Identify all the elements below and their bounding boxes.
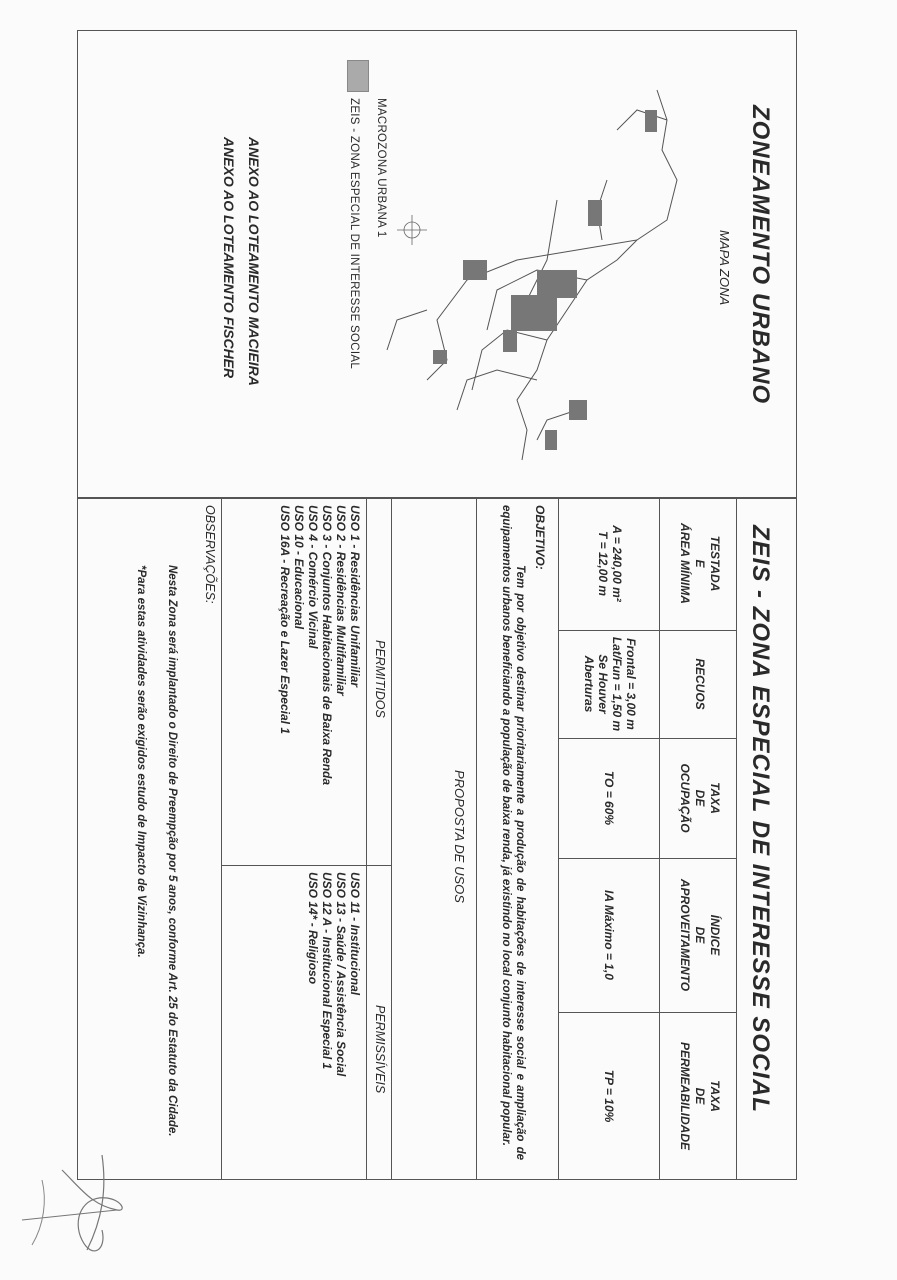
legend-macrozona: MACROZONA URBANA 1 <box>375 98 387 238</box>
observacoes-label: OBSERVAÇÕES: <box>203 505 217 604</box>
col-head-indice <box>677 858 722 1012</box>
observacoes-note: *Para estas atividades serão exigidos estudo de Impacto de Vizinhança. <box>135 565 147 958</box>
permissiveis-list <box>306 872 362 1076</box>
head-line: TESTADA <box>708 535 722 592</box>
value-line: TP = 10% <box>602 1069 616 1123</box>
head-line: DE <box>693 926 707 944</box>
annex-fischer: ANEXO AO LOTEAMENTO FISCHER <box>221 137 237 379</box>
zone-map <box>377 80 697 480</box>
list-item: USO 14* - Religioso <box>306 872 320 985</box>
head-line: APROVEITAMENTO <box>678 878 692 992</box>
objetivo-text: Tem por objetivo destinar prioritariamente a produção de habitações de interesse social e ampliação de equipamentos urbanos beneficiando a população de baixa renda, já existindo no local conjunto habitacional popular. <box>500 505 526 1160</box>
legend-swatch <box>347 60 369 92</box>
right-title: ZEIS - ZONA ESPECIAL DE INTERESSE SOCIAL <box>747 525 774 1114</box>
observacoes-text: Nesta Zona será implantado o Direito de Preempção por 5 anos, conforme Art. 25 do Estatuto da Cidade. <box>166 565 178 1137</box>
objetivo-rule <box>476 497 477 1180</box>
list-item: USO 4 - Comércio Vicinal <box>306 505 320 649</box>
col-head-recuos <box>692 630 707 738</box>
value-line: Frontal = 3,00 m <box>624 638 638 730</box>
col-head-testada <box>677 497 722 630</box>
uses-bottom-rule <box>221 497 222 1180</box>
value-line: T = 12,00 m <box>596 530 610 597</box>
val-taxa-ocupacao <box>602 738 616 858</box>
list-item: USO 10 - Educacional <box>292 505 306 630</box>
head-line: E <box>693 559 707 568</box>
val-permeabilidade <box>602 1012 616 1180</box>
list-item: USO 3 - Conjuntos Habitacionais de Baixa Renda <box>320 505 334 786</box>
proposta-rule <box>391 497 392 1180</box>
list-item: USO 11 - Institucional <box>348 872 362 996</box>
legend-zeis: ZEIS - ZONA ESPECIAL DE INTERESSE SOCIAL <box>348 98 360 370</box>
col-head-taxa-ocupacao <box>677 738 722 858</box>
title-rule <box>736 497 737 1180</box>
annex-maceira: ANEXO AO LOTEAMENTO MACIEIRA <box>246 137 262 386</box>
uses-head-rule <box>366 497 367 1180</box>
val-testada <box>596 497 624 630</box>
permissiveis-title: PERMISSÍVEIS <box>373 1005 387 1094</box>
head-line: RECUOS <box>693 658 707 710</box>
table-bottom-rule <box>558 497 559 1180</box>
value-line: A = 240,00 m² <box>610 525 624 602</box>
value-line: IA Máximo = 1,0 <box>602 890 616 980</box>
table-row-rule <box>659 497 660 1180</box>
val-indice <box>602 858 616 1012</box>
head-line: OCUPAÇÃO <box>678 763 692 833</box>
proposta-title: PROPOSTA DE USOS <box>452 770 467 903</box>
value-line: Se Houver <box>596 654 610 714</box>
value-line: TO = 60% <box>602 770 616 826</box>
head-line: TAXA <box>708 1080 722 1112</box>
head-line: TAXA <box>708 782 722 814</box>
permitidos-list <box>278 505 362 785</box>
value-line: Aberturas <box>582 655 596 713</box>
head-line: DE <box>693 1087 707 1105</box>
val-recuos <box>582 630 638 738</box>
list-item: USO 2 - Residências Multifamiliar <box>334 505 348 696</box>
left-title: ZONEAMENTO URBANO <box>747 105 774 405</box>
list-item: USO 13 - Saúde / Assistência Social <box>334 872 348 1077</box>
list-item: USO 16A - Recreação e Lazer Especial 1 <box>278 505 292 735</box>
permitidos-title: PERMITIDOS <box>373 640 387 718</box>
head-line: ÁREA MÍNIMA <box>678 523 692 604</box>
list-item: USO 12 A - Institucional Especial 1 <box>320 872 334 1070</box>
col-head-permeabilidade <box>677 1012 722 1180</box>
objetivo-label: OBJETIVO: <box>533 505 547 570</box>
signature-mark <box>12 1150 162 1280</box>
value-line: Lat/Fun = 1,50 m <box>610 636 624 732</box>
map-label: MAPA ZONA <box>717 230 732 306</box>
list-item: USO 1 - Residências Unifamiliar <box>348 505 362 688</box>
head-line: ÍNDICE <box>708 914 722 956</box>
head-line: PERMEABILIDADE <box>678 1041 692 1150</box>
head-line: DE <box>693 789 707 807</box>
